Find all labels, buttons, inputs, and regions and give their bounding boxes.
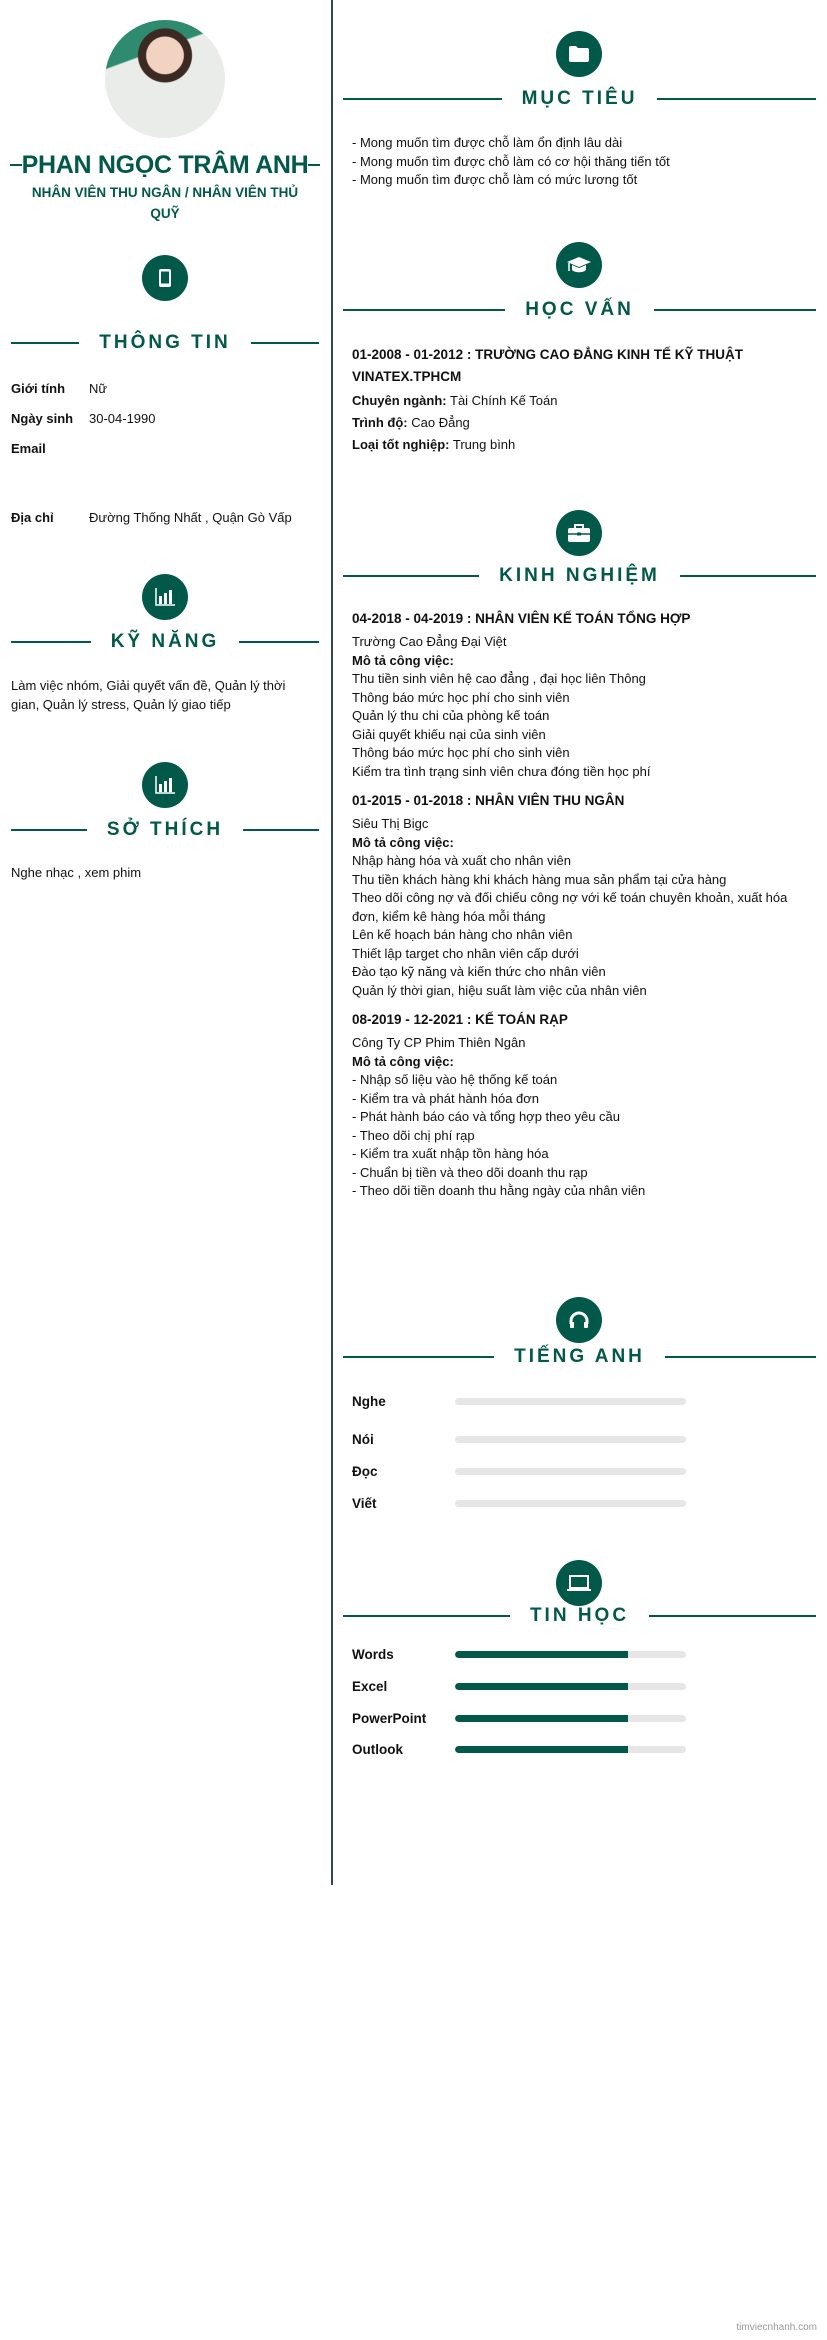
info-address: Địa chỉ Đường Thống Nhất , Quận Gò Vấp	[11, 510, 292, 525]
skill-bar-fill	[455, 1715, 628, 1722]
education-entry: 01-2008 - 01-2012 : TRƯỜNG CAO ĐẲNG KINH TẾ KỸ THUẬT VINATEX.TPHCM Chuyên ngành: Tài Chính Kế Toán Trình độ: Cao Đẳng Loại tốt nghiệp: Trung bình	[352, 347, 744, 452]
profile-title: NHÂN VIÊN THU NGÂN / NHÂN VIÊN THỦ QUỸ	[31, 185, 299, 221]
skill-label: Nói	[352, 1432, 374, 1447]
info-heading: THÔNG TIN	[11, 332, 319, 354]
objective-list: - Mong muốn tìm được chỗ làm ổn định lâu dài - Mong muốn tìm được chỗ làm có cơ hội thăng tiến tốt - Mong muốn tìm được chỗ làm có mức lương tốt	[352, 135, 670, 187]
hobbies-heading: SỞ THÍCH	[11, 819, 319, 841]
experience-heading: KINH NGHIỆM	[343, 565, 816, 587]
laptop-icon	[556, 1560, 602, 1606]
skill-bar-track	[455, 1436, 686, 1443]
skill-row	[352, 1496, 686, 1511]
skill-bar-fill	[455, 1651, 628, 1658]
briefcase-icon	[556, 510, 602, 556]
skill-label: Outlook	[352, 1742, 403, 1757]
skill-label: Nghe	[352, 1394, 386, 1409]
bar-chart-icon	[142, 574, 188, 620]
hobbies-text: Nghe nhạc , xem phim	[11, 865, 142, 880]
skill-bar-track	[455, 1746, 686, 1753]
graduation-cap-icon	[556, 242, 602, 288]
english-heading: TIẾNG ANH	[343, 1346, 816, 1368]
bar-chart-icon	[142, 762, 188, 808]
skill-row	[352, 1432, 686, 1447]
skill-row	[352, 1394, 686, 1409]
objective-heading: MỤC TIÊU	[343, 88, 816, 110]
headphones-icon	[556, 1297, 602, 1343]
skill-label: Đọc	[352, 1464, 378, 1479]
experience-list	[352, 608, 812, 1201]
info-gender: Giới tính Nữ	[11, 381, 108, 396]
skill-bar-track	[455, 1468, 686, 1475]
it-heading: TIN HỌC	[343, 1605, 816, 1627]
job-entry: 04-2018 - 04-2019 : NHÂN VIÊN KẾ TOÁN TỔNG HỢP Trường Cao Đẳng Đại Việt Mô tả công việc: Thu tiền sinh viên hệ cao đẳng , đại học liên Thông Thông báo mức học phí cho sinh viên Quản lý thu chi của phòng kế toán Giải quyết khiếu nại của sinh viên Thông báo mức học phí cho sinh viên Kiểm tra tình trạng sinh viên chưa đóng tiền học phí	[352, 611, 691, 779]
skill-row	[352, 1742, 686, 1757]
skill-row	[352, 1711, 686, 1726]
skill-bar-track	[455, 1398, 686, 1405]
skill-label: Excel	[352, 1679, 388, 1694]
skill-bar-fill	[455, 1683, 628, 1690]
info-email: Email	[11, 441, 46, 456]
skill-label: Viết	[352, 1496, 377, 1511]
profile-name-row	[0, 150, 330, 180]
job-entry: 01-2015 - 01-2018 : NHÂN VIÊN THU NGÂN Siêu Thị Bigc Mô tả công việc: Nhập hàng hóa và xuất cho nhân viên Thu tiền khách hàng khi khách hàng mua sản phẩm tại cửa hàng Theo dõi công nợ và đối chiếu công nợ với kế toán chuyên khoản, xuất hóa đơn, kiểm kê hàng hóa mỗi tháng Lên kế hoạch bán hàng cho nhân viên Thiết lập target cho nhân viên cấp dưới Đào tạo kỹ năng và kiến thức cho nhân viên Quản lý thời gian, hiệu suất làm việc của nhân viên	[352, 793, 788, 998]
skill-bar-track	[455, 1715, 686, 1722]
skill-label: Words	[352, 1647, 394, 1662]
job-entry: 08-2019 - 12-2021 : KẾ TOÁN RẠP Công Ty CP Phim Thiên Ngân Mô tả công việc: - Nhập số liệu vào hệ thống kế toán - Kiểm tra và phát hành hóa đơn - Phát hành báo cáo và tổng hợp theo yêu cầu - Theo dõi chị phí rạp - Kiểm tra xuất nhập tồn hàng hóa - Chuẩn bị tiền và theo dõi doanh thu rạp - Theo dõi tiền doanh thu hằng ngày của nhân viên	[352, 1012, 646, 1198]
folder-icon	[556, 31, 602, 77]
skill-bar-track	[455, 1683, 686, 1690]
skills-heading: KỸ NĂNG	[11, 631, 319, 653]
profile-name: PHAN NGỌC TRÂM ANH	[21, 151, 309, 179]
avatar	[105, 20, 225, 138]
info-birthday: Ngày sinh 30-04-1990	[11, 411, 156, 426]
education-heading: HỌC VẤN	[343, 299, 816, 321]
watermark: timviecnhanh.com	[736, 2322, 817, 2333]
phone-icon	[142, 255, 188, 301]
skill-row	[352, 1464, 686, 1479]
skill-bar-track	[455, 1651, 686, 1658]
skill-row	[352, 1647, 686, 1662]
column-divider	[331, 0, 333, 1885]
skills-text: Làm việc nhóm, Giải quyết vấn đề, Quản lý thời gian, Quản lý stress, Quản lý giao tiếp	[11, 678, 286, 712]
skill-row	[352, 1679, 686, 1694]
skill-label: PowerPoint	[352, 1711, 427, 1726]
skill-bar-fill	[455, 1746, 628, 1753]
skill-bar-track	[455, 1500, 686, 1507]
